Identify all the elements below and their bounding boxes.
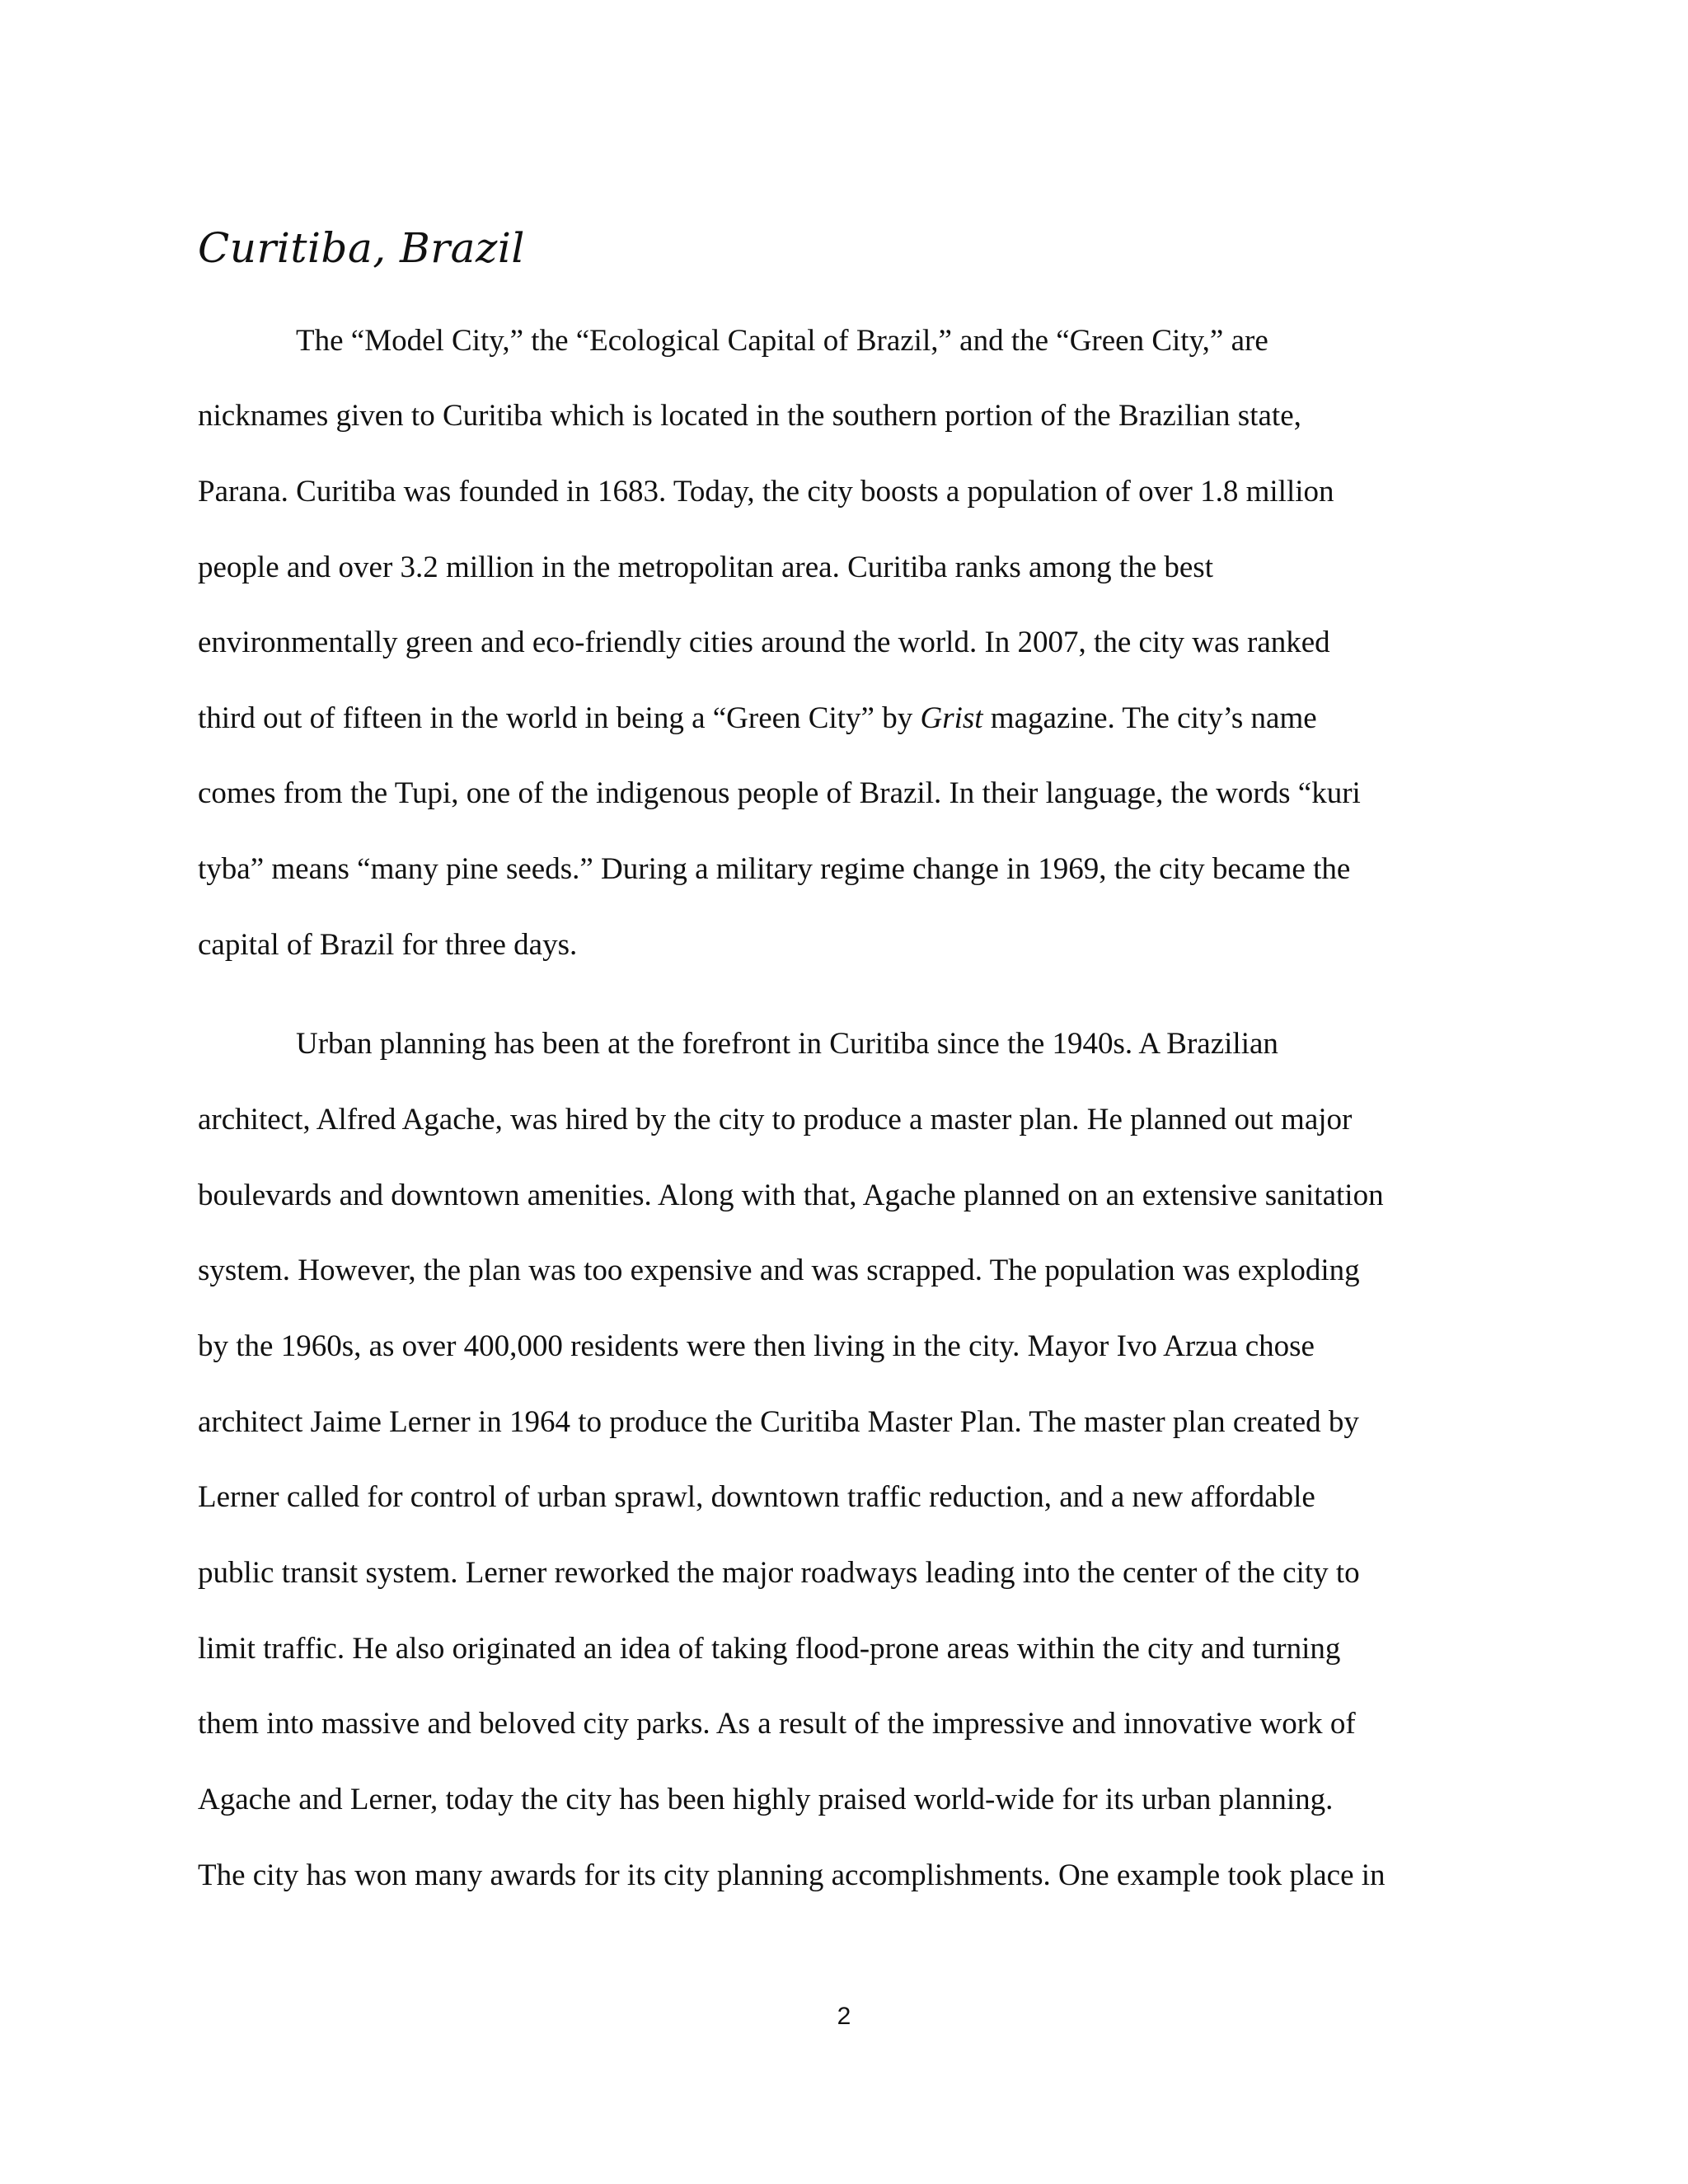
paragraph2-line-7: Lerner called for control of urban sprawl, downtown traffic reduction, and a new affordable — [198, 1480, 1315, 1514]
document-title: Curitiba, Brazil — [198, 224, 525, 272]
paragraph1-line-7: comes from the Tupi, one of the indigenous people of Brazil. In their language, the words “kuri — [198, 776, 1361, 810]
paragraph1-line-3: Parana. Curitiba was founded in 1683. Today, the city boosts a population of over 1.8 million — [198, 475, 1334, 509]
paragraph2-line-8: public transit system. Lerner reworked the major roadways leading into the center of the city to — [198, 1556, 1360, 1590]
paragraph2-line-10: them into massive and beloved city parks. As a result of the impressive and innovative work of — [198, 1707, 1356, 1741]
paragraph2-line-11: Agache and Lerner, today the city has been highly praised world-wide for its urban planning. — [198, 1783, 1334, 1816]
paragraph2-line-3: boulevards and downtown amenities. Along with that, Agache planned on an extensive sanitation — [198, 1179, 1384, 1212]
paragraph2-line-9: limit traffic. He also originated an idea of taking flood-prone areas within the city and turning — [198, 1632, 1341, 1666]
paragraph1-line-6-before: third out of fifteen in the world in being a “Green City” by — [198, 701, 921, 735]
paragraph1-line-6-after: magazine. The city’s name — [982, 701, 1317, 735]
paragraph2-line-4: system. However, the plan was too expensive and was scrapped. The population was exploding — [198, 1254, 1360, 1287]
paragraph1-line-9: capital of Brazil for three days. — [198, 928, 578, 962]
paragraph1-line-6 — [198, 703, 1317, 733]
paragraph2-line-5: by the 1960s, as over 400,000 residents were then living in the city. Mayor Ivo Arzua chose — [198, 1329, 1315, 1363]
paragraph1-line-8: tyba” means “many pine seeds.” During a military regime change in 1969, the city became the — [198, 852, 1351, 886]
magazine-title: Grist — [920, 701, 983, 735]
paragraph2-line-6: architect Jaime Lerner in 1964 to produce the Curitiba Master Plan. The master plan created by — [198, 1405, 1359, 1439]
paragraph1-line-5: environmentally green and eco-friendly cities around the world. In 2007, the city was ranked — [198, 626, 1330, 659]
paragraph2-line-2: architect, Alfred Agache, was hired by the city to produce a master plan. He planned out major — [198, 1103, 1353, 1137]
paragraph2-line-12: The city has won many awards for its city planning accomplishments. One example took place in — [198, 1858, 1386, 1892]
paragraph1-line-4: people and over 3.2 million in the metropolitan area. Curitiba ranks among the best — [198, 551, 1213, 584]
paragraph1-line-1: The “Model City,” the “Ecological Capital of Brazil,” and the “Green City,” are — [296, 324, 1268, 358]
paragraph1-line-2: nicknames given to Curitiba which is located in the southern portion of the Brazilian state, — [198, 399, 1301, 433]
page-number: 2 — [837, 2003, 851, 2030]
paragraph2-line-1: Urban planning has been at the forefront in Curitiba since the 1940s. A Brazilian — [296, 1027, 1278, 1061]
